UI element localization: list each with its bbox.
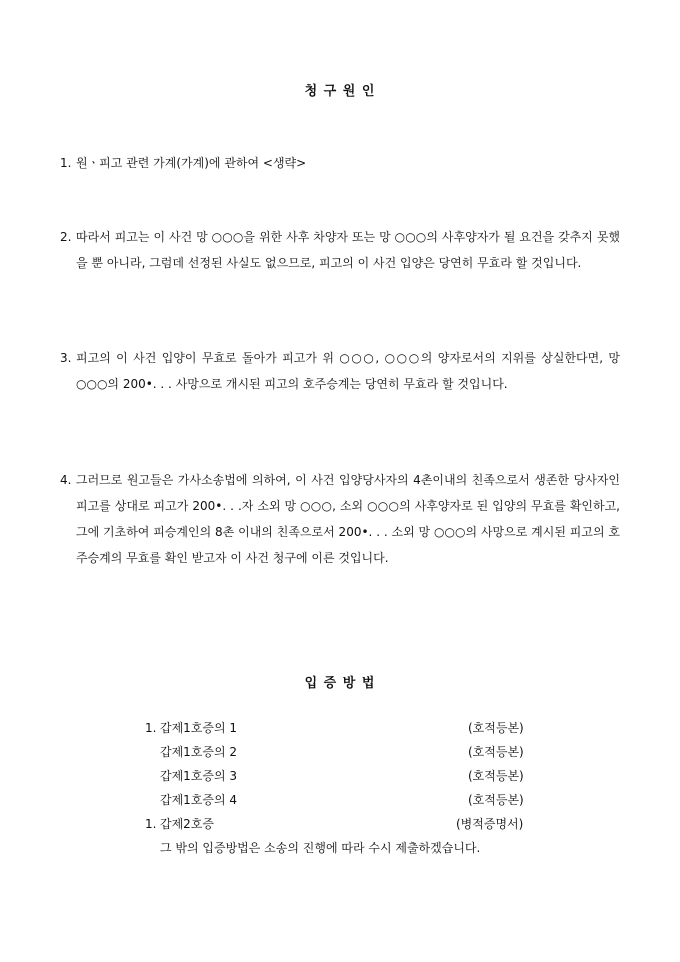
- evidence-heading: 입 증 방 법: [304, 676, 376, 691]
- evidence-type: (병적증명서): [456, 817, 524, 831]
- evidence-number: 1.: [145, 817, 157, 831]
- claim-text: 원ㆍ피고 관련 가계(가계)에 관하여 <생략>: [76, 156, 307, 170]
- evidence-name: 갑제1호증의 3: [160, 769, 238, 783]
- claim-text: 따라서 피고는 이 사건 망 ○○○을 위한 사후 차양자 또는 망 ○○○의 사후양자가 될 요건을 갖추지 못했을 뿐 아니라, 그럼데 선정된 사실도 없으므로, 피고의 이 사건 입양은 당연히 무효라 할 것입니다.: [76, 230, 620, 270]
- claim-heading: 청 구 원 인: [304, 84, 376, 99]
- evidence-name: 갑제1호증의 1: [160, 721, 238, 735]
- evidence-note: 그 밖의 입증방법은 소송의 진행에 따라 수시 제출하겠습니다.: [160, 841, 481, 855]
- evidence-type: (호적등본): [468, 721, 524, 735]
- claim-number: 2.: [60, 230, 72, 244]
- claim-number: 1.: [60, 156, 72, 170]
- claim-text: 피고의 이 사건 입양이 무효로 돌아가 피고가 위 ○○○, ○○○의 양자로서의 지위를 상실한다면, 망 ○○○의 200•. . . 사망으로 개시된 피고의 호주승계는 당연히 무효라 할 것입니다.: [76, 351, 620, 391]
- evidence-number: 1.: [145, 721, 157, 735]
- evidence-name: 갑제1호증의 2: [160, 745, 238, 759]
- evidence-type: (호적등본): [468, 745, 524, 759]
- claim-paragraph-3: [60, 345, 620, 397]
- evidence-type: (호적등본): [468, 793, 524, 807]
- claim-number: 3.: [60, 351, 72, 365]
- evidence-name: 갑제2호증: [160, 817, 215, 831]
- claim-paragraph-2: [60, 224, 620, 276]
- claim-paragraph-1: [60, 150, 620, 176]
- claim-paragraph-4: [60, 467, 620, 571]
- claim-text: 그러므로 원고들은 가사소송법에 의하여, 이 사건 입양당사자의 4촌이내의 친족으로서 생존한 당사자인 피고를 상대로 피고가 200•. . .자 소외 망 ○○○, 소외 ○○○의 사후양자로 된 입양의 무효를 확인하고, 그에 기초하여 피승계인의 8촌 이내의 친족으로서 200•. . . 소외 망 ○○○의 사망으로 계시된 피고의 호주승계의 무효를 확인 받고자 이 사건 청구에 이른 것입니다.: [76, 473, 620, 565]
- evidence-type: (호적등본): [468, 769, 524, 783]
- evidence-name: 갑제1호증의 4: [160, 793, 238, 807]
- claim-number: 4.: [60, 473, 72, 487]
